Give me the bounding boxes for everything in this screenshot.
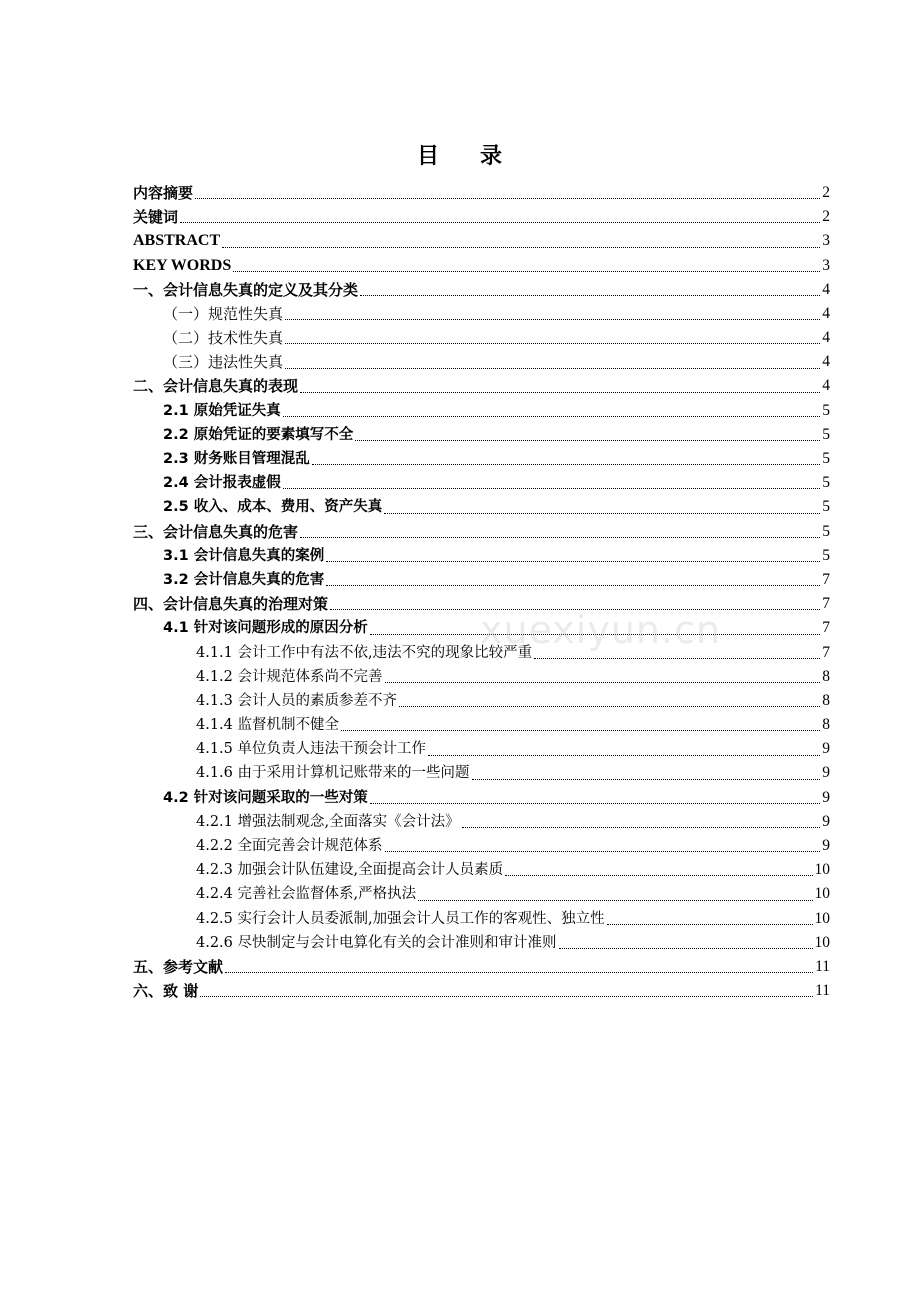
dot-leader [283, 488, 821, 489]
dot-leader [200, 996, 813, 997]
toc-entry-label: 2.1 原始凭证失真 [163, 402, 281, 419]
toc-entry-section-3-1[interactable] [133, 544, 830, 568]
dot-leader [385, 682, 821, 683]
toc-entry-abstract-cn[interactable] [133, 181, 830, 205]
toc-entry-label: 4.2.5 实行会计人员委派制,加强会计人员工作的客观性、独立性 [196, 910, 605, 927]
dot-leader [399, 706, 820, 707]
toc-entry-chapter-2[interactable] [133, 375, 830, 399]
toc-entry-label: 2.5 收入、成本、费用、资产失真 [163, 499, 383, 516]
toc-page-number: 10 [814, 909, 830, 927]
toc-page-number: 7 [822, 643, 830, 661]
toc-page-number: 4 [822, 353, 830, 371]
toc-entry-section-4-1-3[interactable] [133, 689, 830, 713]
toc-entry-label: 4.1 针对该问题形成的原因分析 [163, 620, 368, 637]
toc-entry-label: 五、参考文献 [133, 957, 224, 976]
toc-entry-section-1-3[interactable] [133, 350, 830, 374]
toc-page-number: 4 [822, 329, 830, 347]
toc-page-number: 7 [822, 619, 830, 637]
toc-entry-label: （一）规范性失真 [163, 304, 284, 323]
dot-leader [300, 392, 820, 393]
toc-entry-section-1-1[interactable] [133, 302, 830, 326]
toc-entry-label: 4.1.5 单位负责人违法干预会计工作 [196, 741, 427, 758]
dot-leader [418, 900, 812, 901]
dot-leader [326, 561, 820, 562]
toc-entry-label: 2.2 原始凭证的要素填写不全 [163, 426, 354, 443]
toc-entry-section-4-2-2[interactable] [133, 834, 830, 858]
toc-entry-label: 关键词 [133, 208, 179, 227]
toc-entry-section-4-1-2[interactable] [133, 665, 830, 689]
toc-entry-keywords-en[interactable] [133, 254, 830, 278]
toc-page-number: 9 [822, 764, 830, 782]
dot-leader [180, 222, 820, 223]
toc-page-number: 5 [822, 450, 830, 468]
toc-page-number: 8 [822, 667, 830, 685]
toc-page-number: 2 [822, 183, 830, 201]
toc-entry-section-4-1-1[interactable] [133, 641, 830, 665]
toc-entry-label: 4.1.1 会计工作中有法不依,违法不究的现象比较严重 [196, 644, 533, 661]
toc-entry-section-3-2[interactable] [133, 568, 830, 592]
toc-page-number: 5 [822, 546, 830, 564]
dot-leader [559, 948, 813, 949]
toc-page-number: 10 [814, 861, 830, 879]
toc-entry-label: 内容摘要 [133, 183, 194, 202]
dot-leader [326, 585, 820, 586]
toc-entry-section-4-2-1[interactable] [133, 810, 830, 834]
toc-page-number: 5 [822, 401, 830, 419]
toc-entry-label: 4.2.2 全面完善会计规范体系 [196, 838, 383, 855]
toc-entry-label: 三、会计信息失真的危害 [133, 522, 299, 541]
toc-entry-chapter-4[interactable] [133, 592, 830, 616]
toc-entry-label: 4.2.4 完善社会监督体系,严格执法 [196, 886, 417, 903]
toc-entry-chapter-1[interactable] [133, 278, 830, 302]
toc-entry-label: 二、会计信息失真的表现 [133, 377, 299, 396]
toc-entry-section-4-2-5[interactable] [133, 907, 830, 931]
dot-leader [355, 440, 820, 441]
dot-leader [370, 634, 821, 635]
toc-page-number: 5 [822, 425, 830, 443]
toc-entry-chapter-5[interactable] [133, 955, 830, 979]
toc-page-number: 2 [822, 208, 830, 226]
toc-title-char-1: 目 [416, 144, 440, 169]
toc-page-number: 5 [822, 498, 830, 516]
dot-leader [534, 658, 820, 659]
toc-page-number: 8 [822, 716, 830, 734]
toc-entry-label: 4.2.6 尽快制定与会计电算化有关的会计准则和审计准则 [196, 934, 557, 951]
toc-page-number: 9 [822, 788, 830, 806]
toc-page-number: 4 [822, 377, 830, 395]
toc-page-number: 9 [822, 740, 830, 758]
dot-leader [428, 755, 820, 756]
dot-leader [472, 779, 821, 780]
toc-entry-label: 六、致 谢 [133, 982, 199, 1001]
toc-entry-label: 一、会计信息失真的定义及其分类 [133, 280, 359, 299]
toc-page-number: 10 [814, 885, 830, 903]
toc-entry-chapter-6[interactable] [133, 979, 830, 1003]
dot-leader [462, 827, 821, 828]
toc-entry-label: 4.1.2 会计规范体系尚不完善 [196, 668, 383, 685]
toc-entry-chapter-3[interactable] [133, 520, 830, 544]
toc-entry-label: 四、会计信息失真的治理对策 [133, 595, 329, 614]
toc-entry-section-4-2-6[interactable] [133, 931, 830, 955]
toc-entry-label: 4.1.3 会计人员的素质参差不齐 [196, 692, 398, 709]
toc-entry-section-2-4[interactable] [133, 471, 830, 495]
dot-leader [360, 295, 820, 296]
toc-page-number: 4 [822, 280, 830, 298]
toc-entry-section-2-3[interactable] [133, 447, 830, 471]
dot-leader [285, 319, 820, 320]
toc-page-number: 10 [814, 933, 830, 951]
dot-leader [385, 851, 821, 852]
toc-entry-label: （二）技术性失真 [163, 329, 284, 348]
toc-page-number: 3 [822, 232, 830, 250]
toc-entry-label: 4.2.3 加强会计队伍建设,全面提高会计人员素质 [196, 862, 504, 879]
toc-entry-keywords-cn[interactable] [133, 205, 830, 229]
toc-entry-label: ABSTRACT [133, 232, 221, 250]
toc-entry-label: KEY WORDS [133, 256, 232, 274]
toc-page-number: 5 [822, 522, 830, 540]
dot-leader [233, 271, 820, 272]
toc-page-number: 8 [822, 691, 830, 709]
dot-leader [283, 416, 821, 417]
toc-entry-section-4-1-6[interactable] [133, 762, 830, 786]
toc-entry-section-4-2-4[interactable] [133, 882, 830, 906]
toc-page-number: 3 [822, 256, 830, 274]
dot-leader [225, 972, 813, 973]
toc-page-number: 11 [815, 957, 830, 975]
toc-entry-section-4-2[interactable] [133, 786, 830, 810]
toc-page-number: 7 [822, 570, 830, 588]
toc-entry-section-2-1[interactable] [133, 399, 830, 423]
toc-entry-section-1-2[interactable] [133, 326, 830, 350]
dot-leader [384, 513, 820, 514]
toc-entry-label: （三）违法性失真 [163, 353, 284, 372]
toc-entry-section-4-1-4[interactable] [133, 713, 830, 737]
toc-entry-abstract-en[interactable] [133, 229, 830, 253]
toc-entry-label: 2.4 会计报表虚假 [163, 475, 281, 492]
toc-entry-label: 2.3 财务账目管理混乱 [163, 451, 310, 468]
watermark: xuexiyun.cn [480, 608, 722, 652]
dot-leader [330, 609, 820, 610]
dot-leader [341, 730, 820, 731]
toc-entry-label: 4.2.1 增强法制观念,全面落实《会计法》 [196, 813, 460, 830]
toc-entry-label: 4.1.4 监督机制不健全 [196, 717, 340, 734]
toc-page-number: 4 [822, 304, 830, 322]
toc-entry-label: 3.1 会计信息失真的案例 [163, 547, 325, 564]
dot-leader [222, 247, 820, 248]
toc-page-number: 5 [822, 474, 830, 492]
toc-page-number: 9 [822, 837, 830, 855]
toc-entry-section-2-5[interactable] [133, 495, 830, 519]
toc-entry-label: 3.2 会计信息失真的危害 [163, 571, 325, 588]
toc-entry-section-4-1[interactable] [133, 616, 830, 640]
dot-leader [195, 198, 820, 199]
toc-entry-section-4-2-3[interactable] [133, 858, 830, 882]
toc-page-number: 7 [822, 595, 830, 613]
dot-leader [505, 875, 812, 876]
dot-leader [300, 537, 820, 538]
toc-entry-section-4-1-5[interactable] [133, 737, 830, 761]
toc-entry-section-2-2[interactable] [133, 423, 830, 447]
dot-leader [607, 924, 813, 925]
dot-leader [312, 464, 821, 465]
dot-leader [370, 803, 821, 804]
toc-entry-label: 4.2 针对该问题采取的一些对策 [163, 789, 368, 806]
toc-title-char-2: 录 [480, 144, 504, 169]
toc-page-number: 9 [822, 812, 830, 830]
toc-page-number: 11 [815, 982, 830, 1000]
dot-leader [285, 343, 820, 344]
toc-title [0, 140, 920, 174]
dot-leader [285, 368, 820, 369]
table-of-contents [133, 181, 830, 1003]
toc-entry-label: 4.1.6 由于采用计算机记账带来的一些问题 [196, 765, 470, 782]
